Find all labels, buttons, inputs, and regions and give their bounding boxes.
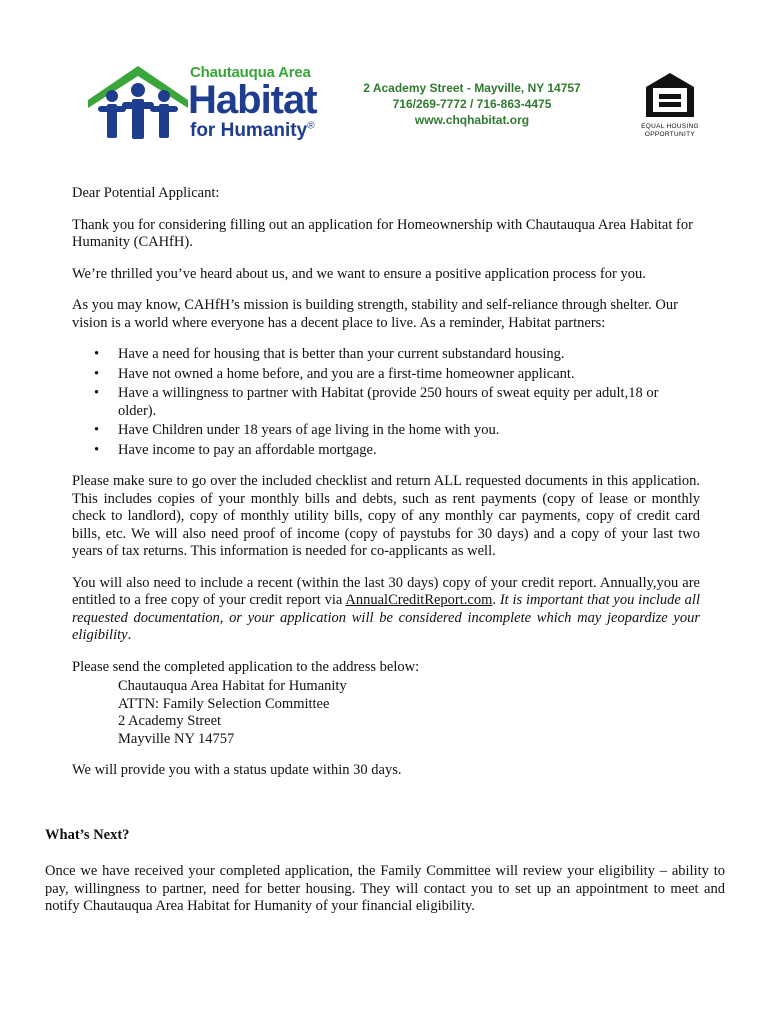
paragraph-checklist: Please make sure to go over the included checklist and return ALL requested documents in this application. This includes copies of your monthly bills and debts, such as rent payments (copy of lease or monthly check to landlord), copy of monthly utility bills, copy of any monthly car payments, copy of credit card bills, etc. We will also need proof of income (copy of paystubs for 30 days) and a copy of your last two years of tax returns. This information is needed for co-applicants as well. bbox=[72, 473, 700, 559]
credit-final: . bbox=[127, 627, 132, 643]
address-line: 2 Academy Street bbox=[118, 713, 222, 729]
list-item: • Have income to pay an affordable mortgage. bbox=[118, 442, 700, 460]
address-line: ATTN: Family Selection Committee bbox=[118, 695, 330, 712]
whats-next-heading: What’s Next? bbox=[45, 827, 130, 843]
paragraph-credit-report bbox=[72, 575, 700, 645]
credit-warning: It is important that you include all requested documentation, or your application will be considered incomplete which may jeopardize your eligibility bbox=[72, 592, 700, 643]
logo-sub-label: for Humanity bbox=[190, 120, 308, 141]
list-item: • Have Children under 18 years of age living in the home with you. bbox=[118, 422, 700, 440]
address-line: Mayville NY 14757 bbox=[118, 730, 235, 747]
letter-body bbox=[72, 185, 700, 794]
salutation: Dear Potential Applicant: bbox=[72, 185, 220, 201]
paragraph-intro: Thank you for considering filling out an application for Homeownership with Chautauqua Area Habitat for Humanity (CAHfH). bbox=[72, 216, 693, 250]
requirements-list bbox=[72, 346, 700, 459]
logo-sub-text bbox=[190, 120, 315, 142]
logo-org-name: Chautauqua Area bbox=[190, 64, 311, 81]
whats-next-body: Once we have received your completed application, the Family Committee will review your eligibility – ability to pay, willingness to partner, need for better housing. They will contact you to set up an appointment to meet and notify Chautauqua Area Habitat for Humanity of your financial eligibility. bbox=[45, 863, 725, 914]
list-item: • Have a need for housing that is better than your current substandard housing. bbox=[118, 346, 700, 364]
annual-credit-report-link[interactable]: AnnualCreditReport.com bbox=[345, 592, 493, 608]
address-line: Chautauqua Area Habitat for Humanity bbox=[118, 678, 347, 694]
eho-line2: OPPORTUNITY bbox=[644, 131, 696, 138]
header-phone: 716/269-7772 / 716-863-4475 bbox=[392, 97, 552, 111]
list-item: • Have not owned a home before, and you are a first-time homeowner applicant. bbox=[118, 366, 700, 384]
list-item: • Have a willingness to partner with Habitat (provide 250 hours of sweat equity per adult,18 or older). bbox=[118, 385, 700, 420]
eho-line1: EQUAL HOUSING bbox=[641, 123, 699, 130]
credit-text: You will also need to include a recent (within the last 30 days) copy of your credit report. Annually,you are entitled to a free copy of your credit report via bbox=[72, 574, 700, 608]
paragraph-send: Please send the completed application to the address below: bbox=[72, 658, 420, 675]
credit-period: . bbox=[492, 592, 496, 608]
paragraph-mission: As you may know, CAHfH’s mission is building strength, stability and self-reliance through shelter. Our vision is a world where everyone has a decent place to live. As a reminder, Habitat partners: bbox=[72, 297, 678, 331]
registered-mark: ® bbox=[307, 120, 315, 132]
equal-housing-logo bbox=[640, 72, 700, 139]
paragraph-status: We will provide you with a status update within 30 days. bbox=[72, 762, 402, 778]
header-website[interactable]: www.chqhabitat.org bbox=[414, 113, 530, 127]
house-people-icon bbox=[88, 62, 188, 152]
equal-housing-icon bbox=[645, 72, 695, 118]
header-contact bbox=[352, 80, 592, 128]
logo-main-text: Habitat bbox=[188, 78, 317, 122]
header-address: 2 Academy Street - Mayville, NY 14757 bbox=[363, 81, 581, 95]
paragraph-thrilled: We’re thrilled you’ve heard about us, and we want to ensure a positive application process for you. bbox=[72, 265, 646, 282]
mailing-address bbox=[118, 678, 700, 748]
habitat-logo bbox=[88, 62, 328, 152]
